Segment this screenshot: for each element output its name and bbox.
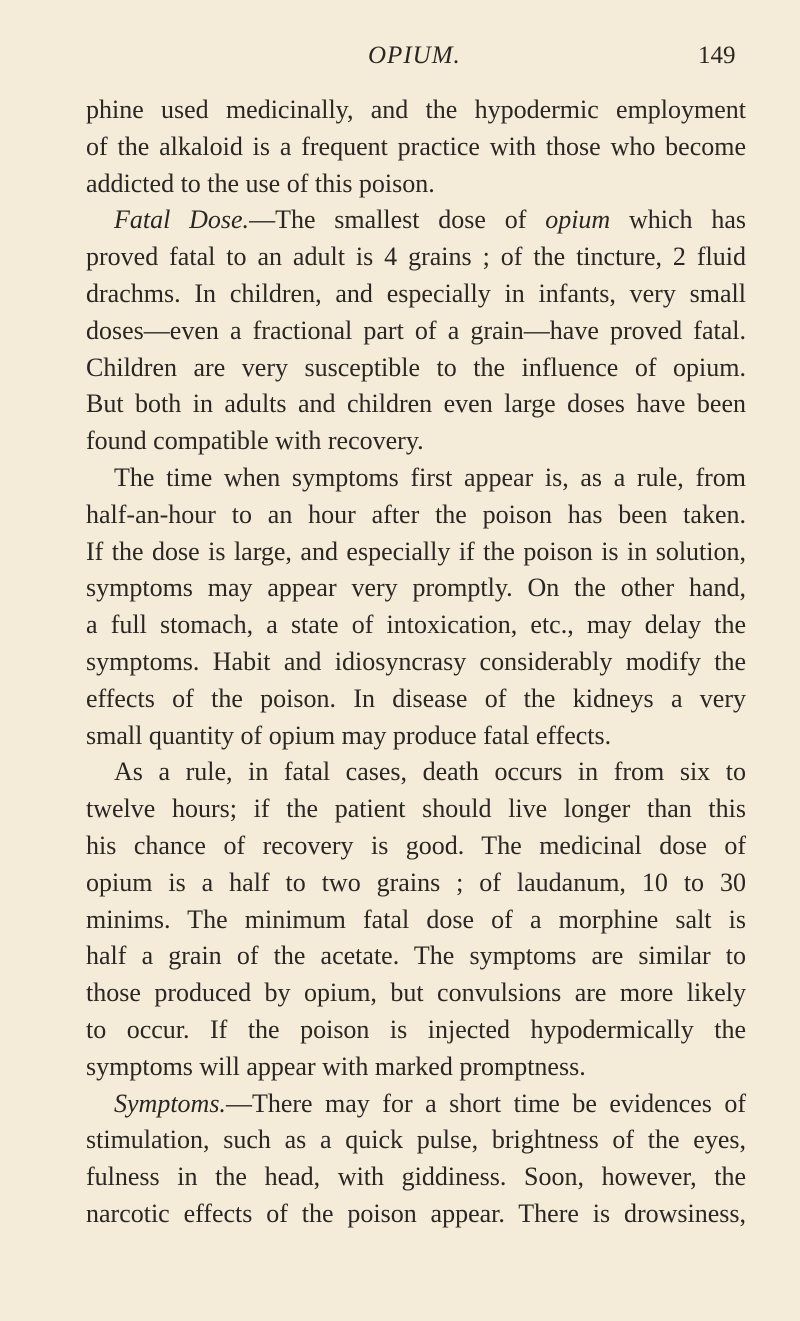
line-text: half-an-hour to an hour after the poison has been taken. <box>86 499 746 529</box>
line-text: found compatible with recovery. <box>86 426 424 456</box>
line-text: Children are very susceptible to the influence of opium. <box>86 352 746 382</box>
text-line <box>86 460 746 497</box>
text-line <box>86 1012 746 1049</box>
line-text: narcotic effects of the poison appear. There is drowsiness, <box>86 1198 746 1228</box>
line-text: drachms. In children, and especially in infants, very small <box>86 278 746 308</box>
text-line <box>86 902 746 939</box>
line-text: symptoms will appear with marked promptness. <box>86 1051 586 1081</box>
page-header <box>0 36 800 76</box>
body-text <box>86 92 746 1233</box>
italic-text: Fatal Dose. <box>114 205 250 235</box>
line-text: addicted to the use of this poison. <box>86 168 435 198</box>
text-line <box>86 791 746 828</box>
line-text: effects of the poison. In disease of the kidneys a very <box>86 683 746 713</box>
line-text: If the dose is large, and especially if the poison is in solution, <box>86 536 746 566</box>
line-text: a full stomach, a state of intoxication, etc., may delay the <box>86 610 746 640</box>
text-line <box>86 1086 746 1123</box>
text-line <box>86 350 746 387</box>
line-text: his chance of recovery is good. The medicinal dose of <box>86 830 746 860</box>
text-line <box>86 607 746 644</box>
line-text: half a grain of the acetate. The symptoms are similar to <box>86 941 746 971</box>
text-line <box>86 1122 746 1159</box>
text-line <box>86 828 746 865</box>
line-text: —There may for a short time be evidences of <box>225 1088 746 1118</box>
text-line <box>86 1049 746 1086</box>
text-line <box>86 423 746 460</box>
line-text: stimulation, such as a quick pulse, brightness of the eyes, <box>86 1125 746 1155</box>
line-text: —The smallest dose of <box>249 205 546 235</box>
text-line <box>86 681 746 718</box>
line-text: of the alkaloid is a frequent practice with those who become <box>86 131 746 161</box>
text-line <box>86 276 746 313</box>
text-line <box>86 718 746 755</box>
line-text: symptoms may appear very promptly. On the other hand, <box>86 573 746 603</box>
line-text: doses—even a fractional part of a grain—have proved fatal. <box>86 315 746 345</box>
line-text: to occur. If the poison is injected hypodermically the <box>86 1014 746 1044</box>
italic-text: Symptoms. <box>114 1088 226 1118</box>
line-text: fulness in the head, with giddiness. Soon, however, the <box>86 1162 746 1192</box>
text-line <box>86 975 746 1012</box>
text-line <box>86 166 746 203</box>
text-line <box>86 570 746 607</box>
text-line <box>86 1196 746 1233</box>
text-line <box>86 313 746 350</box>
text-line <box>86 1159 746 1196</box>
line-text: proved fatal to an adult is 4 grains ; of the tincture, 2 fluid <box>86 242 746 272</box>
text-line <box>86 92 746 129</box>
line-text: symptoms. Habit and idiosyncrasy considerably modify the <box>86 646 746 676</box>
text-line <box>86 865 746 902</box>
line-text: phine used medicinally, and the hypodermic employment <box>86 95 746 124</box>
text-line <box>86 644 746 681</box>
line-text: which has <box>610 205 746 235</box>
text-line <box>86 754 746 791</box>
line-text: minims. The minimum fatal dose of a morphine salt is <box>86 904 746 934</box>
text-line <box>86 534 746 571</box>
text-line <box>86 239 746 276</box>
page-number: 149 <box>698 42 736 69</box>
line-text: The time when symptoms first appear is, as a rule, from <box>114 462 746 492</box>
line-text: As a rule, in fatal cases, death occurs in from six to <box>114 757 746 787</box>
text-line <box>86 129 746 166</box>
text-line <box>86 386 746 423</box>
text-line <box>86 497 746 534</box>
line-text: opium is a half to two grains ; of laudanum, 10 to 30 <box>86 867 746 897</box>
running-head: OPIUM. <box>368 42 461 69</box>
text-line <box>86 938 746 975</box>
line-text: twelve hours; if the patient should live longer than this <box>86 794 746 824</box>
italic-text: opium <box>545 205 611 235</box>
line-text: those produced by opium, but convulsions are more likely <box>86 978 746 1008</box>
text-line <box>86 202 746 239</box>
line-text: But both in adults and children even large doses have been <box>86 389 746 419</box>
line-text: small quantity of opium may produce fatal effects. <box>86 720 612 750</box>
